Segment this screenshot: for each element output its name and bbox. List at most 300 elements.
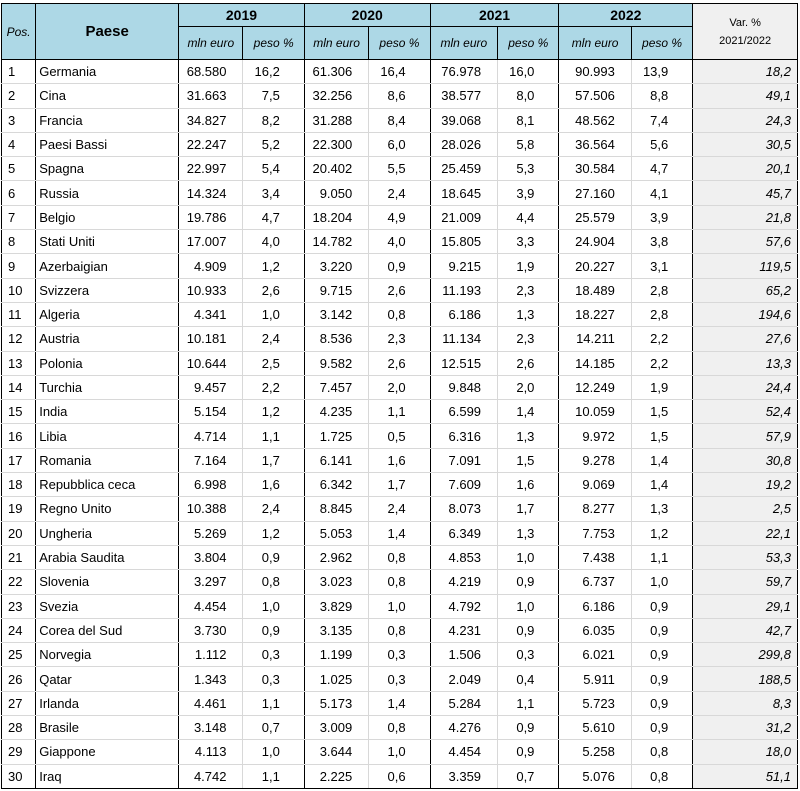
cell-2022-mln-euro: 9.972 <box>559 424 631 448</box>
cell-2020-peso: 0,8 <box>369 570 430 594</box>
cell-2022-peso: 0,9 <box>631 667 692 691</box>
table-row <box>2 84 798 108</box>
cell-2021-mln-euro: 9.215 <box>430 254 497 278</box>
cell-2019-mln-euro: 4.454 <box>179 594 243 618</box>
cell-2021-peso: 4,4 <box>498 205 559 229</box>
cell-2020-mln-euro: 5.053 <box>304 521 368 545</box>
cell-2020-peso: 6,0 <box>369 132 430 156</box>
cell-pos: 19 <box>2 497 36 521</box>
cell-2021-peso: 1,4 <box>498 400 559 424</box>
cell-country: Romania <box>36 448 179 472</box>
cell-2020-mln-euro: 2.225 <box>304 764 368 788</box>
cell-2021-peso: 16,0 <box>498 60 559 84</box>
cell-2019-mln-euro: 3.804 <box>179 545 243 569</box>
cell-2021-mln-euro: 39.068 <box>430 108 497 132</box>
cell-2020-peso: 4,9 <box>369 205 430 229</box>
cell-2022-mln-euro: 12.249 <box>559 375 631 399</box>
cell-country: Arabia Saudita <box>36 545 179 569</box>
cell-2021-mln-euro: 8.073 <box>430 497 497 521</box>
cell-2021-peso: 8,0 <box>498 84 559 108</box>
cell-2021-peso: 0,9 <box>498 618 559 642</box>
cell-variation: 45,7 <box>693 181 798 205</box>
cell-2022-peso: 8,8 <box>631 84 692 108</box>
cell-country: Russia <box>36 181 179 205</box>
header-variation-line1: Var. % <box>729 16 761 29</box>
cell-pos: 2 <box>2 84 36 108</box>
cell-2022-mln-euro: 24.904 <box>559 230 631 254</box>
cell-country: Svezia <box>36 594 179 618</box>
cell-2021-peso: 2,0 <box>498 375 559 399</box>
cell-2022-peso: 3,9 <box>631 205 692 229</box>
cell-2022-peso: 1,2 <box>631 521 692 545</box>
cell-country: Libia <box>36 424 179 448</box>
header-variation-line2: 2021/2022 <box>719 34 772 47</box>
header-mln-euro: mln euro <box>304 27 368 60</box>
cell-2022-mln-euro: 9.069 <box>559 473 631 497</box>
cell-2020-mln-euro: 20.402 <box>304 157 368 181</box>
cell-2022-mln-euro: 6.186 <box>559 594 631 618</box>
cell-2021-peso: 8,1 <box>498 108 559 132</box>
cell-2020-mln-euro: 31.288 <box>304 108 368 132</box>
cell-2020-mln-euro: 18.204 <box>304 205 368 229</box>
import-countries-table <box>1 3 798 789</box>
cell-2021-peso: 1,1 <box>498 691 559 715</box>
cell-2019-peso: 2,4 <box>243 327 304 351</box>
cell-2020-mln-euro: 9.715 <box>304 278 368 302</box>
cell-variation: 24,3 <box>693 108 798 132</box>
cell-country: Stati Uniti <box>36 230 179 254</box>
cell-2019-mln-euro: 9.457 <box>179 375 243 399</box>
cell-2020-peso: 2,3 <box>369 327 430 351</box>
cell-2021-mln-euro: 11.193 <box>430 278 497 302</box>
cell-2019-mln-euro: 34.827 <box>179 108 243 132</box>
cell-2020-peso: 0,8 <box>369 545 430 569</box>
cell-country: Paesi Bassi <box>36 132 179 156</box>
cell-variation: 29,1 <box>693 594 798 618</box>
cell-country: Belgio <box>36 205 179 229</box>
cell-2022-mln-euro: 5.076 <box>559 764 631 788</box>
cell-pos: 21 <box>2 545 36 569</box>
cell-2022-peso: 5,6 <box>631 132 692 156</box>
cell-2021-peso: 1,0 <box>498 594 559 618</box>
cell-2022-peso: 2,2 <box>631 351 692 375</box>
cell-2021-mln-euro: 6.349 <box>430 521 497 545</box>
cell-2022-mln-euro: 8.277 <box>559 497 631 521</box>
cell-2020-peso: 1,1 <box>369 400 430 424</box>
cell-2022-peso: 2,8 <box>631 278 692 302</box>
cell-2021-peso: 3,3 <box>498 230 559 254</box>
cell-2021-peso: 1,3 <box>498 521 559 545</box>
cell-country: Norvegia <box>36 643 179 667</box>
table-row <box>2 473 798 497</box>
cell-2022-mln-euro: 9.278 <box>559 448 631 472</box>
table-row <box>2 740 798 764</box>
cell-2020-mln-euro: 8.845 <box>304 497 368 521</box>
cell-pos: 8 <box>2 230 36 254</box>
cell-2020-mln-euro: 6.141 <box>304 448 368 472</box>
cell-2022-mln-euro: 5.258 <box>559 740 631 764</box>
cell-country: Cina <box>36 84 179 108</box>
cell-2019-peso: 0,9 <box>243 545 304 569</box>
cell-country: Turchia <box>36 375 179 399</box>
cell-2019-mln-euro: 4.461 <box>179 691 243 715</box>
header-mln-euro: mln euro <box>559 27 631 60</box>
cell-country: Spagna <box>36 157 179 181</box>
cell-2022-mln-euro: 30.584 <box>559 157 631 181</box>
cell-variation: 31,2 <box>693 716 798 740</box>
cell-2019-mln-euro: 10.181 <box>179 327 243 351</box>
cell-2022-mln-euro: 6.737 <box>559 570 631 594</box>
cell-2022-peso: 3,1 <box>631 254 692 278</box>
cell-pos: 16 <box>2 424 36 448</box>
cell-pos: 22 <box>2 570 36 594</box>
cell-2022-peso: 0,8 <box>631 764 692 788</box>
cell-2019-peso: 2,6 <box>243 278 304 302</box>
cell-2020-peso: 2,6 <box>369 278 430 302</box>
cell-2020-mln-euro: 9.582 <box>304 351 368 375</box>
cell-variation: 13,3 <box>693 351 798 375</box>
cell-2021-mln-euro: 5.284 <box>430 691 497 715</box>
cell-variation: 30,8 <box>693 448 798 472</box>
table-row <box>2 254 798 278</box>
cell-country: Slovenia <box>36 570 179 594</box>
cell-2021-mln-euro: 18.645 <box>430 181 497 205</box>
cell-variation: 57,6 <box>693 230 798 254</box>
cell-2020-mln-euro: 2.962 <box>304 545 368 569</box>
cell-2022-peso: 1,9 <box>631 375 692 399</box>
cell-2021-peso: 2,3 <box>498 327 559 351</box>
cell-2020-mln-euro: 3.135 <box>304 618 368 642</box>
cell-2021-peso: 0,9 <box>498 716 559 740</box>
cell-2019-peso: 5,2 <box>243 132 304 156</box>
cell-2021-mln-euro: 4.792 <box>430 594 497 618</box>
cell-2021-mln-euro: 25.459 <box>430 157 497 181</box>
cell-2021-peso: 1,5 <box>498 448 559 472</box>
cell-pos: 18 <box>2 473 36 497</box>
cell-variation: 57,9 <box>693 424 798 448</box>
table-row <box>2 108 798 132</box>
cell-2022-peso: 13,9 <box>631 60 692 84</box>
cell-2022-mln-euro: 36.564 <box>559 132 631 156</box>
cell-2020-mln-euro: 61.306 <box>304 60 368 84</box>
cell-variation: 59,7 <box>693 570 798 594</box>
header-year-2019: 2019 <box>179 4 305 27</box>
cell-variation: 30,5 <box>693 132 798 156</box>
cell-2020-mln-euro: 1.199 <box>304 643 368 667</box>
table-row <box>2 497 798 521</box>
cell-pos: 25 <box>2 643 36 667</box>
cell-2020-mln-euro: 3.009 <box>304 716 368 740</box>
cell-2020-peso: 2,4 <box>369 497 430 521</box>
cell-2021-mln-euro: 6.186 <box>430 302 497 326</box>
cell-2020-mln-euro: 5.173 <box>304 691 368 715</box>
cell-2019-mln-euro: 22.247 <box>179 132 243 156</box>
cell-pos: 14 <box>2 375 36 399</box>
cell-2021-peso: 0,9 <box>498 740 559 764</box>
header-mln-euro: mln euro <box>179 27 243 60</box>
cell-2019-mln-euro: 5.269 <box>179 521 243 545</box>
table-row <box>2 327 798 351</box>
cell-country: Ungheria <box>36 521 179 545</box>
header-year-2020: 2020 <box>304 4 430 27</box>
cell-2019-peso: 3,4 <box>243 181 304 205</box>
table-row <box>2 570 798 594</box>
cell-variation: 21,8 <box>693 205 798 229</box>
cell-2021-mln-euro: 7.609 <box>430 473 497 497</box>
cell-2022-peso: 1,3 <box>631 497 692 521</box>
header-row-years <box>2 4 798 27</box>
cell-2020-peso: 1,0 <box>369 740 430 764</box>
cell-2021-peso: 5,8 <box>498 132 559 156</box>
cell-country: Qatar <box>36 667 179 691</box>
cell-2021-peso: 0,7 <box>498 764 559 788</box>
cell-country: Irlanda <box>36 691 179 715</box>
cell-2021-peso: 1,3 <box>498 424 559 448</box>
cell-2019-peso: 7,5 <box>243 84 304 108</box>
cell-2021-mln-euro: 11.134 <box>430 327 497 351</box>
cell-2020-mln-euro: 3.829 <box>304 594 368 618</box>
cell-2022-mln-euro: 18.489 <box>559 278 631 302</box>
cell-2019-peso: 1,1 <box>243 424 304 448</box>
cell-2019-peso: 4,0 <box>243 230 304 254</box>
cell-2021-mln-euro: 21.009 <box>430 205 497 229</box>
cell-variation: 42,7 <box>693 618 798 642</box>
cell-2019-peso: 0,7 <box>243 716 304 740</box>
cell-2022-mln-euro: 18.227 <box>559 302 631 326</box>
cell-2021-mln-euro: 76.978 <box>430 60 497 84</box>
cell-2021-mln-euro: 3.359 <box>430 764 497 788</box>
cell-variation: 299,8 <box>693 643 798 667</box>
cell-pos: 23 <box>2 594 36 618</box>
table-row <box>2 667 798 691</box>
cell-2020-peso: 0,3 <box>369 643 430 667</box>
table-row <box>2 60 798 84</box>
table-row <box>2 278 798 302</box>
cell-variation: 18,0 <box>693 740 798 764</box>
cell-2022-peso: 1,5 <box>631 424 692 448</box>
cell-2019-peso: 1,1 <box>243 764 304 788</box>
cell-2022-mln-euro: 25.579 <box>559 205 631 229</box>
cell-2020-peso: 0,8 <box>369 302 430 326</box>
cell-pos: 12 <box>2 327 36 351</box>
cell-2020-mln-euro: 3.142 <box>304 302 368 326</box>
cell-country: Iraq <box>36 764 179 788</box>
cell-2021-mln-euro: 4.853 <box>430 545 497 569</box>
cell-2019-peso: 1,0 <box>243 740 304 764</box>
cell-2022-mln-euro: 90.993 <box>559 60 631 84</box>
cell-2020-mln-euro: 8.536 <box>304 327 368 351</box>
cell-2019-peso: 0,9 <box>243 618 304 642</box>
cell-2020-peso: 0,5 <box>369 424 430 448</box>
table-row <box>2 351 798 375</box>
cell-variation: 65,2 <box>693 278 798 302</box>
header-mln-euro: mln euro <box>430 27 497 60</box>
cell-2021-mln-euro: 1.506 <box>430 643 497 667</box>
cell-2020-mln-euro: 3.023 <box>304 570 368 594</box>
header-peso: peso % <box>243 27 304 60</box>
cell-pos: 27 <box>2 691 36 715</box>
cell-2021-peso: 0,9 <box>498 570 559 594</box>
cell-country: Svizzera <box>36 278 179 302</box>
cell-2021-mln-euro: 38.577 <box>430 84 497 108</box>
cell-2021-mln-euro: 7.091 <box>430 448 497 472</box>
cell-2020-peso: 1,6 <box>369 448 430 472</box>
table-row <box>2 545 798 569</box>
cell-pos: 26 <box>2 667 36 691</box>
cell-2020-peso: 1,7 <box>369 473 430 497</box>
cell-pos: 4 <box>2 132 36 156</box>
cell-2022-peso: 1,0 <box>631 570 692 594</box>
table-row <box>2 521 798 545</box>
table-row <box>2 594 798 618</box>
cell-2019-mln-euro: 1.112 <box>179 643 243 667</box>
cell-2022-mln-euro: 20.227 <box>559 254 631 278</box>
cell-2019-mln-euro: 4.714 <box>179 424 243 448</box>
cell-2022-peso: 0,9 <box>631 594 692 618</box>
cell-pos: 13 <box>2 351 36 375</box>
cell-2022-peso: 0,9 <box>631 716 692 740</box>
cell-2020-mln-euro: 6.342 <box>304 473 368 497</box>
cell-2022-mln-euro: 14.185 <box>559 351 631 375</box>
header-variation <box>693 4 798 60</box>
cell-2019-mln-euro: 10.933 <box>179 278 243 302</box>
table-row <box>2 205 798 229</box>
cell-2022-mln-euro: 48.562 <box>559 108 631 132</box>
table-row <box>2 424 798 448</box>
cell-country: Francia <box>36 108 179 132</box>
cell-2021-peso: 0,3 <box>498 643 559 667</box>
cell-2019-peso: 2,5 <box>243 351 304 375</box>
cell-2019-mln-euro: 1.343 <box>179 667 243 691</box>
cell-2020-mln-euro: 1.025 <box>304 667 368 691</box>
cell-variation: 52,4 <box>693 400 798 424</box>
cell-variation: 18,2 <box>693 60 798 84</box>
cell-2019-peso: 16,2 <box>243 60 304 84</box>
cell-2022-peso: 1,1 <box>631 545 692 569</box>
cell-country: Repubblica ceca <box>36 473 179 497</box>
cell-2022-peso: 2,8 <box>631 302 692 326</box>
cell-country: Polonia <box>36 351 179 375</box>
cell-2021-mln-euro: 4.219 <box>430 570 497 594</box>
cell-country: Azerbaigian <box>36 254 179 278</box>
cell-2021-mln-euro: 9.848 <box>430 375 497 399</box>
table-row <box>2 302 798 326</box>
cell-2019-peso: 8,2 <box>243 108 304 132</box>
cell-2022-peso: 0,9 <box>631 618 692 642</box>
cell-2021-peso: 5,3 <box>498 157 559 181</box>
cell-2022-peso: 3,8 <box>631 230 692 254</box>
cell-2019-peso: 1,0 <box>243 594 304 618</box>
cell-2021-peso: 2,3 <box>498 278 559 302</box>
cell-2021-peso: 1,7 <box>498 497 559 521</box>
cell-2020-mln-euro: 1.725 <box>304 424 368 448</box>
header-year-2021: 2021 <box>430 4 559 27</box>
cell-2022-mln-euro: 5.723 <box>559 691 631 715</box>
cell-2021-peso: 3,9 <box>498 181 559 205</box>
cell-2020-mln-euro: 3.220 <box>304 254 368 278</box>
header-pos: Pos. <box>2 4 36 60</box>
cell-pos: 5 <box>2 157 36 181</box>
cell-2020-peso: 2,4 <box>369 181 430 205</box>
cell-country: Algeria <box>36 302 179 326</box>
cell-country: Austria <box>36 327 179 351</box>
cell-pos: 30 <box>2 764 36 788</box>
cell-pos: 15 <box>2 400 36 424</box>
cell-2019-peso: 0,3 <box>243 667 304 691</box>
cell-country: Brasile <box>36 716 179 740</box>
cell-country: Giappone <box>36 740 179 764</box>
cell-2019-mln-euro: 10.388 <box>179 497 243 521</box>
cell-2021-mln-euro: 6.316 <box>430 424 497 448</box>
cell-2019-peso: 4,7 <box>243 205 304 229</box>
cell-2022-peso: 4,1 <box>631 181 692 205</box>
cell-2021-mln-euro: 4.454 <box>430 740 497 764</box>
cell-2019-peso: 1,0 <box>243 302 304 326</box>
header-peso: peso % <box>498 27 559 60</box>
table-row <box>2 643 798 667</box>
cell-2020-peso: 16,4 <box>369 60 430 84</box>
cell-2020-peso: 8,4 <box>369 108 430 132</box>
cell-2019-peso: 1,7 <box>243 448 304 472</box>
cell-2019-peso: 1,2 <box>243 254 304 278</box>
cell-2021-peso: 2,6 <box>498 351 559 375</box>
table-row <box>2 691 798 715</box>
header-paese: Paese <box>36 4 179 60</box>
cell-2019-mln-euro: 3.297 <box>179 570 243 594</box>
cell-2022-mln-euro: 6.021 <box>559 643 631 667</box>
cell-pos: 6 <box>2 181 36 205</box>
cell-country: India <box>36 400 179 424</box>
table-row <box>2 181 798 205</box>
cell-2020-mln-euro: 32.256 <box>304 84 368 108</box>
cell-pos: 10 <box>2 278 36 302</box>
cell-pos: 1 <box>2 60 36 84</box>
cell-pos: 24 <box>2 618 36 642</box>
cell-2019-peso: 2,2 <box>243 375 304 399</box>
cell-2019-peso: 0,8 <box>243 570 304 594</box>
table-row <box>2 400 798 424</box>
header-year-2022: 2022 <box>559 4 693 27</box>
cell-variation: 53,3 <box>693 545 798 569</box>
cell-2022-peso: 0,9 <box>631 691 692 715</box>
cell-variation: 2,5 <box>693 497 798 521</box>
table-row <box>2 618 798 642</box>
cell-2019-mln-euro: 68.580 <box>179 60 243 84</box>
cell-2022-mln-euro: 7.753 <box>559 521 631 545</box>
cell-2022-mln-euro: 10.059 <box>559 400 631 424</box>
table-row <box>2 716 798 740</box>
cell-pos: 20 <box>2 521 36 545</box>
cell-2021-mln-euro: 4.276 <box>430 716 497 740</box>
cell-2021-mln-euro: 12.515 <box>430 351 497 375</box>
cell-2021-mln-euro: 2.049 <box>430 667 497 691</box>
cell-2022-peso: 1,5 <box>631 400 692 424</box>
cell-2022-mln-euro: 57.506 <box>559 84 631 108</box>
cell-variation: 20,1 <box>693 157 798 181</box>
cell-2019-mln-euro: 6.998 <box>179 473 243 497</box>
cell-2020-mln-euro: 9.050 <box>304 181 368 205</box>
cell-2021-mln-euro: 15.805 <box>430 230 497 254</box>
cell-country: Regno Unito <box>36 497 179 521</box>
cell-2019-mln-euro: 5.154 <box>179 400 243 424</box>
cell-2019-mln-euro: 19.786 <box>179 205 243 229</box>
cell-2020-peso: 0,8 <box>369 716 430 740</box>
cell-2021-peso: 1,3 <box>498 302 559 326</box>
cell-variation: 119,5 <box>693 254 798 278</box>
cell-2022-peso: 2,2 <box>631 327 692 351</box>
cell-2020-peso: 4,0 <box>369 230 430 254</box>
cell-variation: 24,4 <box>693 375 798 399</box>
